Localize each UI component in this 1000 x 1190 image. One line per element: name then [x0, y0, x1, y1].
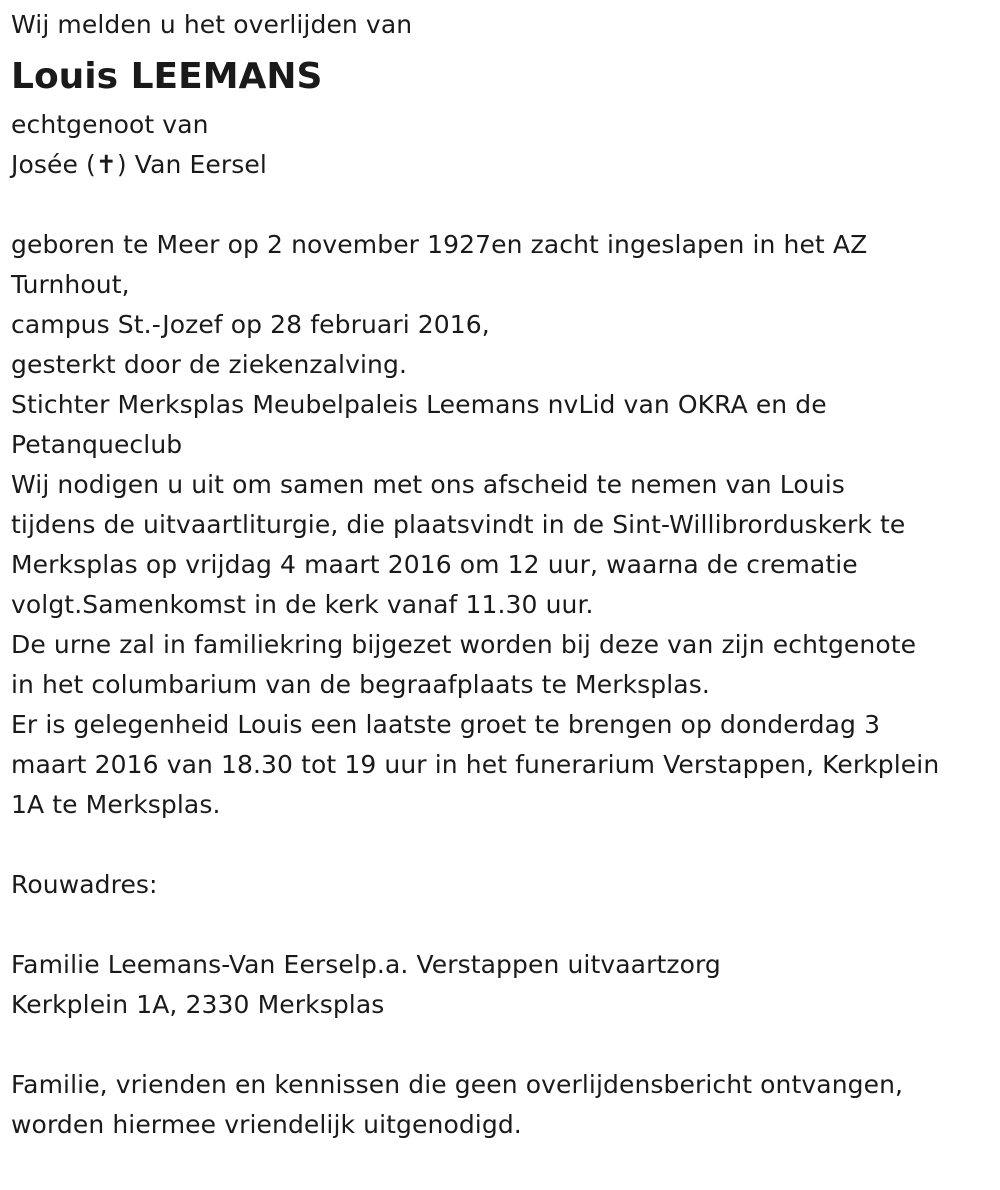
closing-line: worden hiermee vriendelijk uitgenodigd.: [11, 1110, 522, 1139]
deceased-name: Louis LEEMANS: [11, 56, 323, 97]
intro-text: Wij melden u het overlijden van: [11, 10, 413, 39]
body-line: maart 2016 van 18.30 tot 19 uur in het funerarium Verstappen, Kerkplein: [11, 750, 940, 779]
address-label: Rouwadres:: [11, 870, 158, 899]
spouse-name: Josée (✝) Van Eersel: [11, 150, 267, 179]
spacer: [11, 185, 991, 225]
notice-body: [11, 225, 991, 825]
death-notice: [11, 0, 991, 1145]
spacer: [11, 1025, 991, 1065]
body-line: Turnhout,: [11, 270, 130, 299]
body-line: campus St.-Jozef op 28 februari 2016,: [11, 310, 490, 339]
spacer: [11, 905, 991, 945]
spacer: [11, 825, 991, 865]
closing-line: Familie, vrienden en kennissen die geen overlijdensbericht ontvangen,: [11, 1070, 904, 1099]
spouse-label: echtgenoot van: [11, 110, 209, 139]
body-line: Merksplas op vrijdag 4 maart 2016 om 12 uur, waarna de crematie: [11, 550, 858, 579]
body-line: De urne zal in familiekring bijgezet worden bij deze van zijn echtgenote: [11, 630, 917, 659]
body-line: Wij nodigen u uit om samen met ons afscheid te nemen van Louis: [11, 470, 845, 499]
body-line: gesterkt door de ziekenzalving.: [11, 350, 407, 379]
body-line: geboren te Meer op 2 november 1927en zacht ingeslapen in het AZ: [11, 230, 868, 259]
address-block: [11, 945, 991, 1025]
address-line: Kerkplein 1A, 2330 Merksplas: [11, 990, 385, 1019]
body-line: in het columbarium van de begraafplaats te Merksplas.: [11, 670, 710, 699]
body-line: Er is gelegenheid Louis een laatste groet te brengen op donderdag 3: [11, 710, 881, 739]
body-line: tijdens de uitvaartliturgie, die plaatsvindt in de Sint-Willibrorduskerk te: [11, 510, 906, 539]
closing-block: [11, 1065, 991, 1145]
body-line: Stichter Merksplas Meubelpaleis Leemans nvLid van OKRA en de: [11, 390, 827, 419]
body-line: Petanqueclub: [11, 430, 183, 459]
body-line: 1A te Merksplas.: [11, 790, 221, 819]
address-line: Familie Leemans-Van Eerselp.a. Verstappen uitvaartzorg: [11, 950, 721, 979]
body-line: volgt.Samenkomst in de kerk vanaf 11.30 uur.: [11, 590, 594, 619]
